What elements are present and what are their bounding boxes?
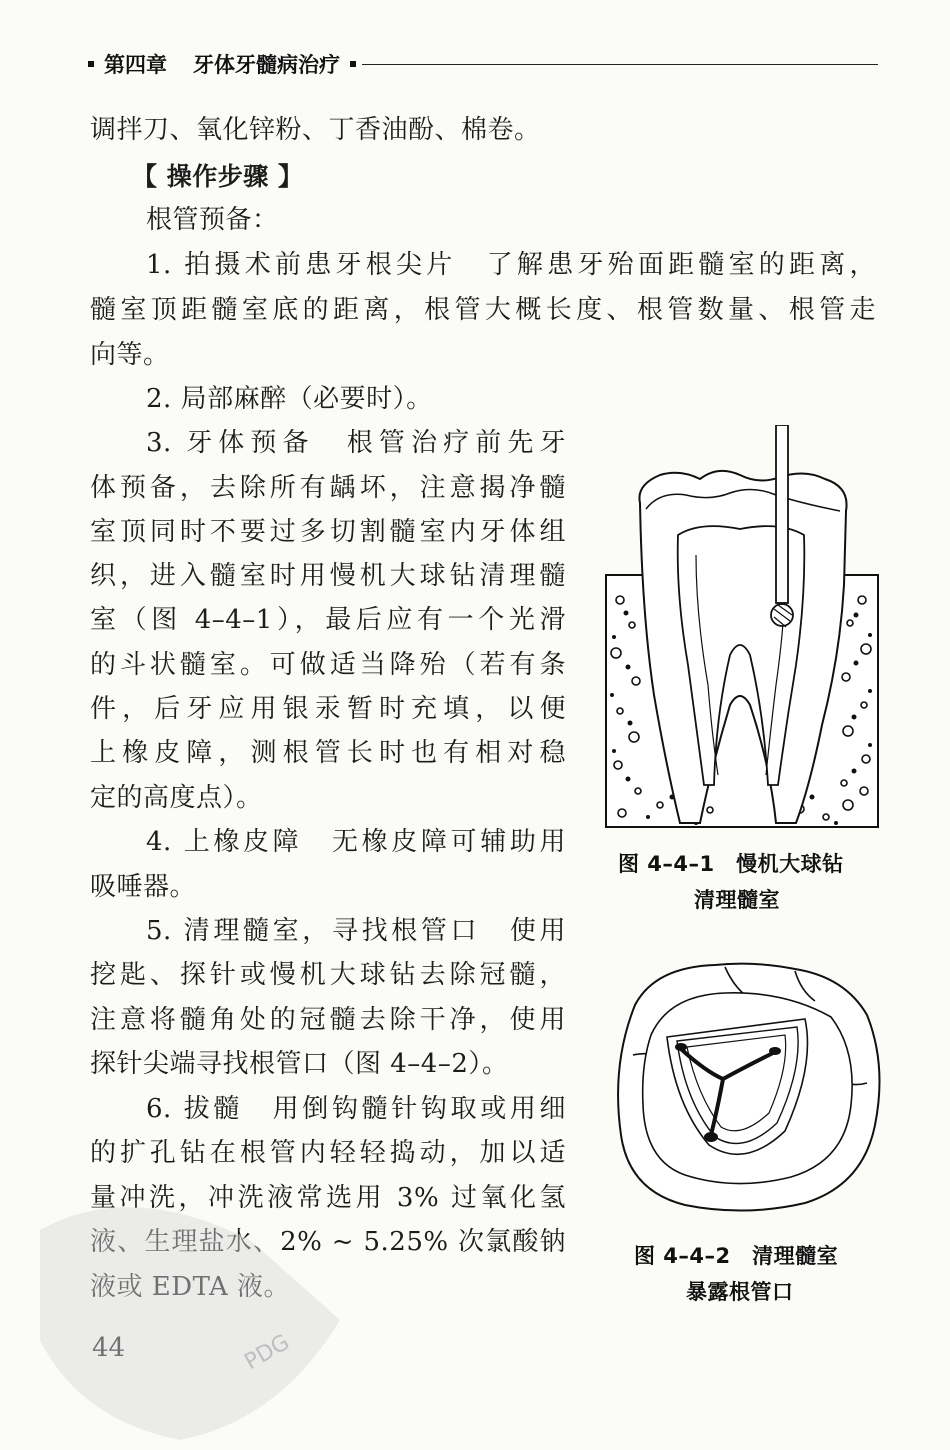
figure1-caption: 图 4–4–1 慢机大球钻 — [618, 852, 844, 876]
figure1-caption: 清理髓室 — [694, 888, 780, 912]
body-line: 向等。 — [90, 340, 170, 370]
body-line: 的斗状髓室。可做适当降殆（若有条 — [90, 650, 566, 680]
section-heading: 【 操作步骤 】 — [132, 162, 304, 191]
chapter-title: 牙体牙髓病治疗 — [193, 53, 340, 77]
body-line: 挖匙、探针或慢机大球钻去除冠髓， — [90, 960, 566, 990]
body-line: 调拌刀、氧化锌粉、丁香油酚、棉卷。 — [90, 115, 541, 145]
body-line: 体预备，去除所有龋坏，注意揭净髓 — [90, 473, 566, 503]
body-line: 室（图 4–4–1），最后应有一个光滑 — [90, 605, 566, 635]
figure2-caption: 图 4–4–2 清理髓室 — [634, 1244, 839, 1268]
body-line: 2. 局部麻醉（必要时）。 — [146, 384, 433, 414]
body-line: 3. 牙体预备 根管治疗前先牙 — [146, 428, 566, 458]
body-line: 液或 EDTA 液。 — [90, 1272, 291, 1302]
body-line: 件，后牙应用银汞暂时充填，以便 — [90, 694, 566, 724]
figure-molar-bur-illustration — [600, 425, 885, 835]
body-line: 定的高度点）。 — [90, 783, 263, 813]
body-line: 探针尖端寻找根管口（图 4–4–2）。 — [90, 1049, 509, 1079]
body-line: 织，进入髓室时用慢机大球钻清理髓 — [90, 561, 566, 591]
canal-orifice — [704, 1132, 718, 1142]
canal-orifice — [675, 1043, 687, 1051]
body-line: 根管预备： — [146, 205, 279, 235]
canal-orifice — [769, 1047, 781, 1055]
running-header — [88, 48, 878, 80]
body-line: 量冲洗，冲洗液常选用 3% 过氧化氢 — [90, 1183, 566, 1213]
header-bullet — [350, 61, 356, 67]
chapter-label: 第四章 — [104, 53, 167, 77]
body-line: 髓室顶距髓室底的距离，根管大概长度、根管数量、根管走 — [90, 295, 876, 325]
body-line: 室顶同时不要过多切割髓室内牙体组 — [90, 517, 566, 547]
figure-occlusal-canal-orifices — [605, 955, 885, 1220]
body-line: 5. 清理髓室，寻找根管口 使用 — [146, 916, 566, 946]
watermark-text: PDG — [240, 1329, 294, 1376]
header-rule — [362, 64, 878, 65]
body-line: 上橡皮障，测根管长时也有相对稳 — [90, 738, 566, 768]
body-line: 注意将髓角处的冠髓去除干净，使用 — [90, 1005, 566, 1035]
body-line: 1. 拍摄术前患牙根尖片 了解患牙殆面距髓室的距离， — [146, 250, 876, 280]
header-bullet — [88, 61, 94, 67]
body-line: 的扩孔钻在根管内轻轻捣动，加以适 — [90, 1138, 566, 1168]
body-line: 6. 拔髓 用倒钩髓针钩取或用细 — [146, 1094, 566, 1124]
figure2-caption: 暴露根管口 — [686, 1280, 794, 1304]
bur-shank — [776, 425, 788, 603]
body-line: 液、生理盐水、2% ~ 5.25% 次氯酸钠 — [90, 1227, 566, 1257]
body-line: 吸唾器。 — [90, 872, 197, 902]
body-line: 4. 上橡皮障 无橡皮障可辅助用 — [146, 827, 566, 857]
page-number: 44 — [92, 1333, 126, 1363]
